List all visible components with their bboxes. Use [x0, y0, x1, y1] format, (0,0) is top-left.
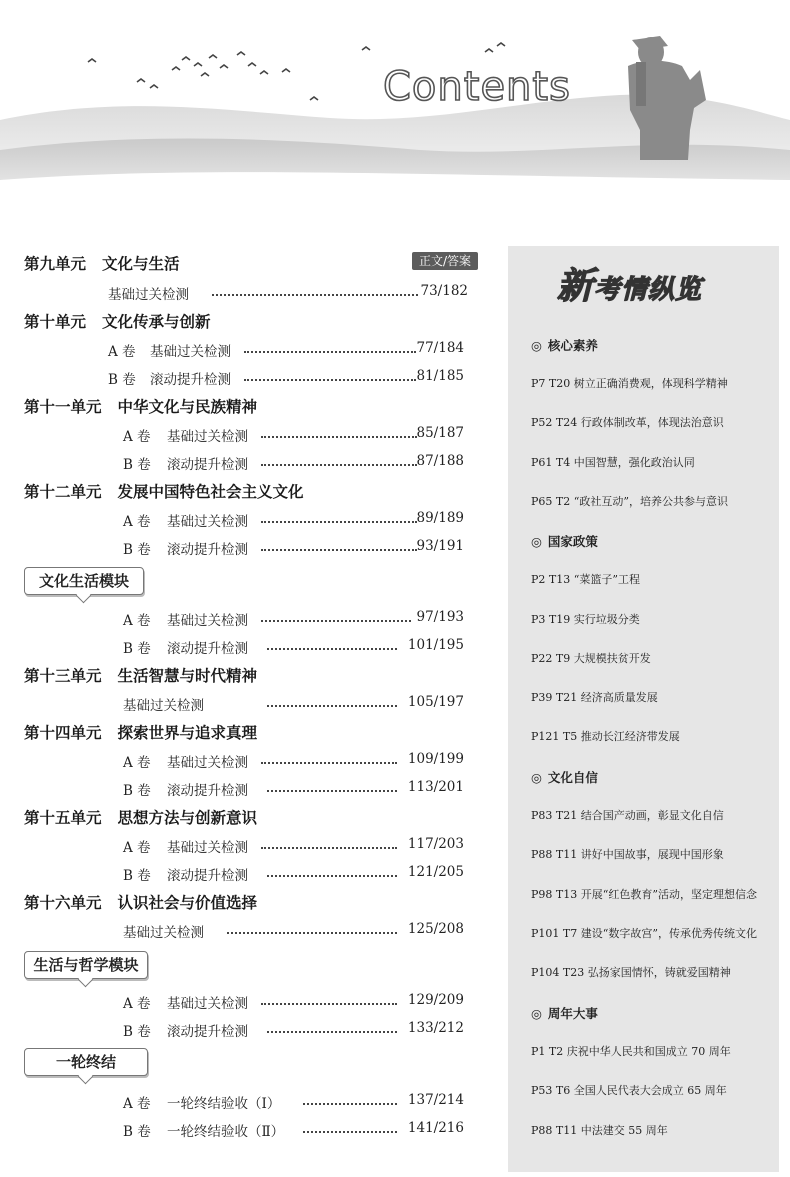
- entry-page: 125/208: [407, 921, 464, 937]
- circle-bullet-icon: ◎: [531, 338, 542, 353]
- entry-volume: B 卷: [108, 372, 136, 388]
- module-label[interactable]: 生活与哲学模块: [24, 951, 148, 979]
- list-item[interactable]: P53 T6 全国人民代表大会成立 65 周年: [531, 1084, 727, 1097]
- entry-page: 77/184: [416, 340, 464, 356]
- toc-entry[interactable]: [123, 836, 464, 856]
- list-item[interactable]: P7 T20 树立正确消费观，体现科学精神: [531, 377, 728, 390]
- leader-dots: [261, 453, 417, 466]
- list-item[interactable]: P88 T11 讲好中国故事，展现中国形象: [531, 848, 724, 861]
- leader-dots: [244, 368, 416, 381]
- toc-entry[interactable]: [123, 751, 464, 771]
- unit-number: 第十二单元: [24, 483, 102, 501]
- toc-entry[interactable]: [123, 637, 464, 657]
- entry-title: 滚动提升检测: [167, 783, 248, 799]
- toc-entry[interactable]: [108, 368, 464, 388]
- unit-name: 思想方法与创新意识: [117, 809, 258, 827]
- entry-page: 101/195: [407, 637, 464, 653]
- unit-heading[interactable]: [24, 310, 211, 332]
- unit-name: 文化传承与创新: [102, 313, 211, 331]
- unit-number: 第十六单元: [24, 894, 102, 912]
- toc-entry[interactable]: [123, 694, 464, 714]
- entry-title: 滚动提升检测: [167, 641, 248, 657]
- unit-heading[interactable]: [24, 664, 257, 686]
- panel-title-first: 新: [557, 265, 595, 307]
- entry-volume: A 卷: [123, 840, 151, 856]
- list-item[interactable]: P61 T4 中国智慧，强化政治认同: [531, 456, 695, 469]
- category-heading: ◎ 核心素养: [531, 338, 598, 353]
- entry-page: 85/187: [416, 425, 464, 441]
- leader-dots: [261, 425, 417, 438]
- entry-volume: B 卷: [123, 542, 151, 558]
- toc-entry[interactable]: [123, 609, 464, 629]
- entry-volume: B 卷: [123, 1124, 151, 1140]
- entry-volume: B 卷: [123, 641, 151, 657]
- leader-dots: [261, 992, 397, 1005]
- panel-title: [557, 258, 702, 309]
- entry-title: 滚动提升检测: [150, 372, 231, 388]
- list-item[interactable]: P1 T2 庆祝中华人民共和国成立 70 周年: [531, 1045, 731, 1058]
- list-item[interactable]: P52 T24 行政体制改革，体现法治意识: [531, 416, 724, 429]
- list-item[interactable]: P3 T19 实行垃圾分类: [531, 613, 640, 626]
- entry-title: 基础过关检测: [167, 996, 248, 1012]
- leader-dots: [267, 694, 397, 707]
- entry-page: 137/214: [407, 1092, 464, 1108]
- toc-entry[interactable]: [123, 538, 464, 558]
- toc-entry[interactable]: [123, 1020, 464, 1040]
- entry-volume: B 卷: [123, 783, 151, 799]
- leader-dots: [261, 538, 417, 551]
- unit-number: 第十一单元: [24, 398, 102, 416]
- toc-entry[interactable]: [123, 921, 464, 941]
- entry-title: 基础过关检测: [150, 344, 231, 360]
- toc-entry[interactable]: [123, 1092, 464, 1112]
- list-item[interactable]: P2 T13 “菜篮子”工程: [531, 573, 640, 586]
- entry-volume: A 卷: [123, 429, 151, 445]
- entry-title: 基础过关检测: [167, 514, 248, 530]
- entry-page: 121/205: [407, 864, 464, 880]
- entry-volume: A 卷: [123, 755, 151, 771]
- text-answer-tag: 正文/答案: [412, 252, 478, 270]
- toc-entry[interactable]: [123, 425, 464, 445]
- unit-heading[interactable]: [24, 480, 304, 502]
- unit-name: 生活智慧与时代精神: [117, 667, 258, 685]
- list-item[interactable]: P104 T23 弘扬家国情怀，铸就爱国精神: [531, 966, 731, 979]
- leader-dots: [261, 510, 417, 523]
- leader-dots: [267, 1020, 397, 1033]
- circle-bullet-icon: ◎: [531, 1006, 542, 1021]
- entry-volume: A 卷: [123, 514, 151, 530]
- leader-dots: [303, 1120, 397, 1133]
- unit-number: 第十单元: [24, 313, 87, 331]
- unit-name: 中华文化与民族精神: [117, 398, 258, 416]
- toc-entry[interactable]: [123, 779, 464, 799]
- list-item[interactable]: P101 T7 建设“数字故宫”，传承优秀传统文化: [531, 927, 757, 940]
- unit-heading[interactable]: [24, 891, 257, 913]
- leader-dots: [227, 921, 397, 934]
- entry-page: 105/197: [407, 694, 464, 710]
- unit-heading[interactable]: [24, 395, 257, 417]
- entry-page: 113/201: [407, 779, 464, 795]
- module-label[interactable]: 一轮终结: [24, 1048, 148, 1076]
- leader-dots: [267, 637, 397, 650]
- entry-title: 基础过关检测: [123, 698, 204, 714]
- category-heading: ◎ 周年大事: [531, 1006, 598, 1021]
- entry-page: 89/189: [416, 510, 464, 526]
- entry-page: 141/216: [407, 1120, 464, 1136]
- category-heading: ◎ 国家政策: [531, 534, 598, 549]
- leader-dots: [261, 609, 411, 622]
- entry-page: 73/182: [420, 283, 468, 299]
- leader-dots: [212, 283, 418, 296]
- category-heading: ◎ 文化自信: [531, 770, 598, 785]
- unit-number: 第九单元: [24, 255, 87, 273]
- entry-title: 基础过关检测: [167, 840, 248, 856]
- leader-dots: [267, 864, 397, 877]
- entry-title: 基础过关检测: [108, 287, 189, 303]
- panel-title-rest: 考情纵览: [594, 275, 703, 305]
- entry-page: 93/191: [416, 538, 464, 554]
- entry-title: 滚动提升检测: [167, 542, 248, 558]
- entry-page: 109/199: [407, 751, 464, 767]
- toc-entry[interactable]: [123, 864, 464, 884]
- page-title: Contents: [383, 64, 571, 110]
- entry-title: 一轮终结验收（Ⅱ）: [167, 1124, 285, 1140]
- entry-title: 基础过关检测: [123, 925, 204, 941]
- entry-title: 滚动提升检测: [167, 1024, 248, 1040]
- list-item[interactable]: P83 T21 结合国产动画，彰显文化自信: [531, 809, 724, 822]
- toc-entry[interactable]: [123, 510, 464, 530]
- entry-page: 87/188: [416, 453, 464, 469]
- list-item[interactable]: P121 T5 推动长江经济带发展: [531, 730, 680, 743]
- toc-entry[interactable]: [123, 992, 464, 1012]
- leader-dots: [267, 779, 397, 792]
- unit-number: 第十四单元: [24, 724, 102, 742]
- circle-bullet-icon: ◎: [531, 770, 542, 785]
- circle-bullet-icon: ◎: [531, 534, 542, 549]
- toc-entry[interactable]: [108, 340, 464, 360]
- unit-heading[interactable]: [24, 721, 257, 743]
- entry-volume: B 卷: [123, 1024, 151, 1040]
- entry-volume: B 卷: [123, 868, 151, 884]
- unit-name: 认识社会与价值选择: [117, 894, 258, 912]
- unit-number: 第十五单元: [24, 809, 102, 827]
- leader-dots: [303, 1092, 397, 1105]
- list-item[interactable]: P65 T2 “政社互动”，培养公共参与意识: [531, 495, 728, 508]
- module-label[interactable]: 文化生活模块: [24, 567, 144, 595]
- unit-name: 探索世界与追求真理: [117, 724, 258, 742]
- unit-name: 发展中国特色社会主义文化: [117, 483, 304, 501]
- list-item[interactable]: P88 T11 中法建交 55 周年: [531, 1124, 668, 1137]
- toc-entry[interactable]: [123, 1120, 464, 1140]
- toc-entry[interactable]: [108, 283, 468, 303]
- entry-page: 129/209: [407, 992, 464, 1008]
- unit-name: 文化与生活: [102, 255, 180, 273]
- unit-heading[interactable]: [24, 252, 180, 274]
- list-item[interactable]: P39 T21 经济高质量发展: [531, 691, 658, 704]
- entry-title: 一轮终结验收（Ⅰ）: [167, 1096, 281, 1112]
- entry-page: 117/203: [407, 836, 464, 852]
- entry-page: 97/193: [416, 609, 464, 625]
- entry-title: 基础过关检测: [167, 755, 248, 771]
- toc-entry[interactable]: [123, 453, 464, 473]
- entry-volume: B 卷: [123, 457, 151, 473]
- leader-dots: [244, 340, 416, 353]
- unit-heading[interactable]: [24, 806, 257, 828]
- unit-number: 第十三单元: [24, 667, 102, 685]
- entry-volume: A 卷: [108, 344, 136, 360]
- entry-title: 基础过关检测: [167, 613, 248, 629]
- entry-volume: A 卷: [123, 613, 151, 629]
- leader-dots: [261, 751, 397, 764]
- leader-dots: [261, 836, 397, 849]
- entry-title: 滚动提升检测: [167, 457, 248, 473]
- entry-title: 滚动提升检测: [167, 868, 248, 884]
- entry-volume: A 卷: [123, 996, 151, 1012]
- entry-title: 基础过关检测: [167, 429, 248, 445]
- list-item[interactable]: P22 T9 大规模扶贫开发: [531, 652, 651, 665]
- list-item[interactable]: P98 T13 开展“红色教育”活动，坚定理想信念: [531, 888, 757, 901]
- entry-volume: A 卷: [123, 1096, 151, 1112]
- entry-page: 81/185: [416, 368, 464, 384]
- entry-page: 133/212: [407, 1020, 464, 1036]
